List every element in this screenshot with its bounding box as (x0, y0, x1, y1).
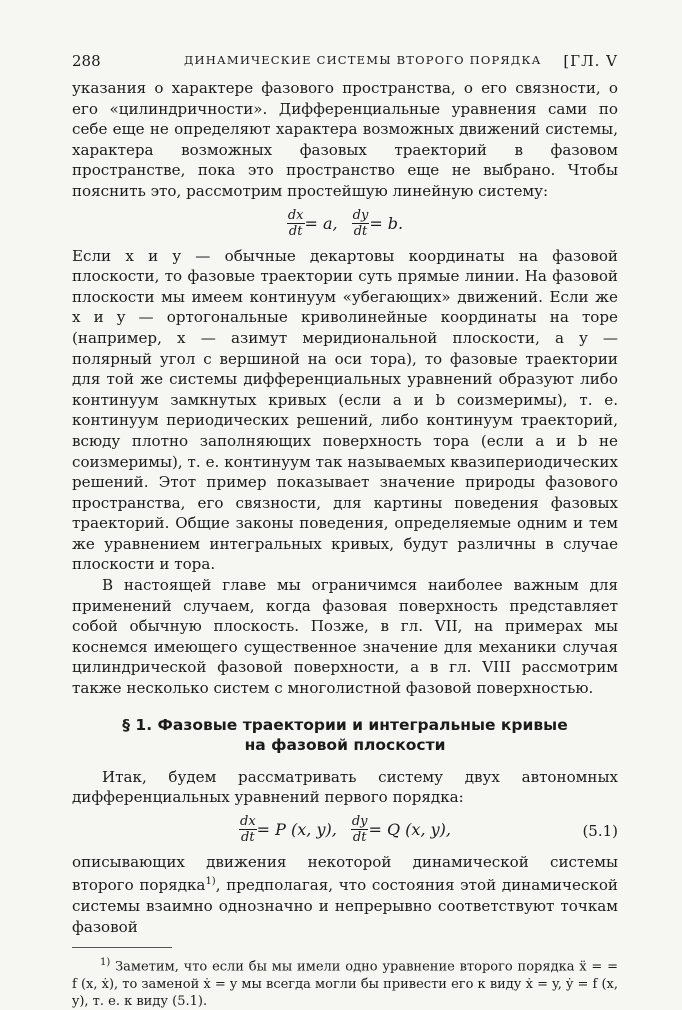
paragraph-plane-torus: Если x и y — обычные декартовы координаты на фазовой плоскости, то фазовые траектории суть прямые линии. На фазовой плоскости мы имеем континуум «убегающих» движений. Если же x и y — ортогональные криволинейные координаты на торе (например, x — азимут меридиональной плоскости, а y — полярный угол с вершиной на оси тора), то фазовые траектории для той же системы дифференциальных уравнений образуют либо континуум замкнутых кривых (если a и b соизмеримы), т. е. континуум периодических решений, либо континуум траекторий, всюду плотно заполняющих поверхность тора (если a и b не соизмеримы), т. е. континуум так называемых квазипериодических решений. Этот пример показывает значение природы фазового пространства, его связности, для картины поведения фазовых траекторий. Общие законы поведения, определяемые одним и тем же уравнением интегральных кривых, будут различны в случае плоскости и тора. (72, 246, 618, 574)
paragraph-text-end: , предполагая, что состояния этой динамической системы взаимно однозначно и непрерывно соответствуют точкам фазовой (72, 876, 618, 936)
footnote-divider (72, 947, 172, 948)
paragraph-text-start: описывающих движения некоторой динамической системы второго порядка (72, 852, 618, 895)
numerator: dy (352, 208, 369, 224)
footnote-reference[interactable]: 1) (205, 876, 216, 888)
section-heading-line2: на фазовой плоскости (244, 735, 446, 754)
denominator: dt (352, 830, 367, 846)
page-header (72, 52, 618, 78)
section-heading (72, 715, 618, 755)
footnote-text: Заметим, что если бы мы имели одно уравнение второго порядка ẍ = = f (x, ẋ), то заменой ẋ = y мы всегда могли бы привести его к виду ẋ = y, ẏ = f (x, y), т. е. к виду (5.1). (72, 959, 618, 1009)
denominator: dt (353, 224, 368, 240)
numerator: dx (287, 208, 304, 224)
paragraph-intro: указания о характере фазового пространства, о его связности, о его «цилиндричности». Дифференциальные уравнения сами по себе еще не определяют характера возможных движений системы, характера возможных фазовых траекторий в фазовом пространстве, пока это пространство еще не выбрано. Чтобы пояснить это, рассмотрим простейшую линейную систему: (72, 79, 618, 200)
fraction-dy-dt (351, 814, 369, 845)
chapter-label: [ГЛ. V (563, 52, 618, 70)
footnote (72, 954, 618, 1009)
equation-5-1 (72, 808, 618, 852)
section-heading-line1: § 1. Фазовые траектории и интегральные кривые (122, 715, 568, 734)
book-page (72, 52, 618, 1010)
denominator: dt (241, 830, 255, 846)
numerator: dy (351, 814, 368, 830)
paragraph-system-intro: Итак, будем рассматривать систему двух автономных дифференциальных уравнений первого порядка: (72, 767, 618, 807)
equation-simple-system (72, 202, 618, 246)
equation-rhs-a: = a, (304, 214, 338, 234)
equation-rhs-b: = b. (369, 214, 404, 234)
equation-rhs-q: = Q (x, y), (368, 820, 451, 840)
footnote-mark: 1) (100, 957, 111, 969)
page-number: 288 (72, 52, 101, 70)
fraction-dx-dt (287, 208, 305, 239)
denominator: dt (288, 224, 303, 240)
paragraph-system-description (72, 852, 618, 937)
numerator: dx (240, 814, 256, 830)
equation-rhs-p: = P (x, y), (256, 820, 337, 840)
paragraph-chapter-scope: В настоящей главе мы ограничимся наиболее важным для применений случаем, когда фазовая поверхность представляет собой обычную плоскость. Позже, в гл. VII, на примерах мы коснемся имеющего существенное значение для механики случая цилиндрической фазовой поверхности, а в гл. VIII рассмотрим также несколько систем с многолистной фазовой поверхностью. (72, 576, 618, 698)
fraction-dy-dt (352, 208, 370, 239)
equation-number: (5.1) (582, 821, 618, 840)
running-title: ДИНАМИЧЕСКИЕ СИСТЕМЫ ВТОРОГО ПОРЯДКА (184, 53, 542, 67)
fraction-dx-dt (239, 814, 257, 845)
